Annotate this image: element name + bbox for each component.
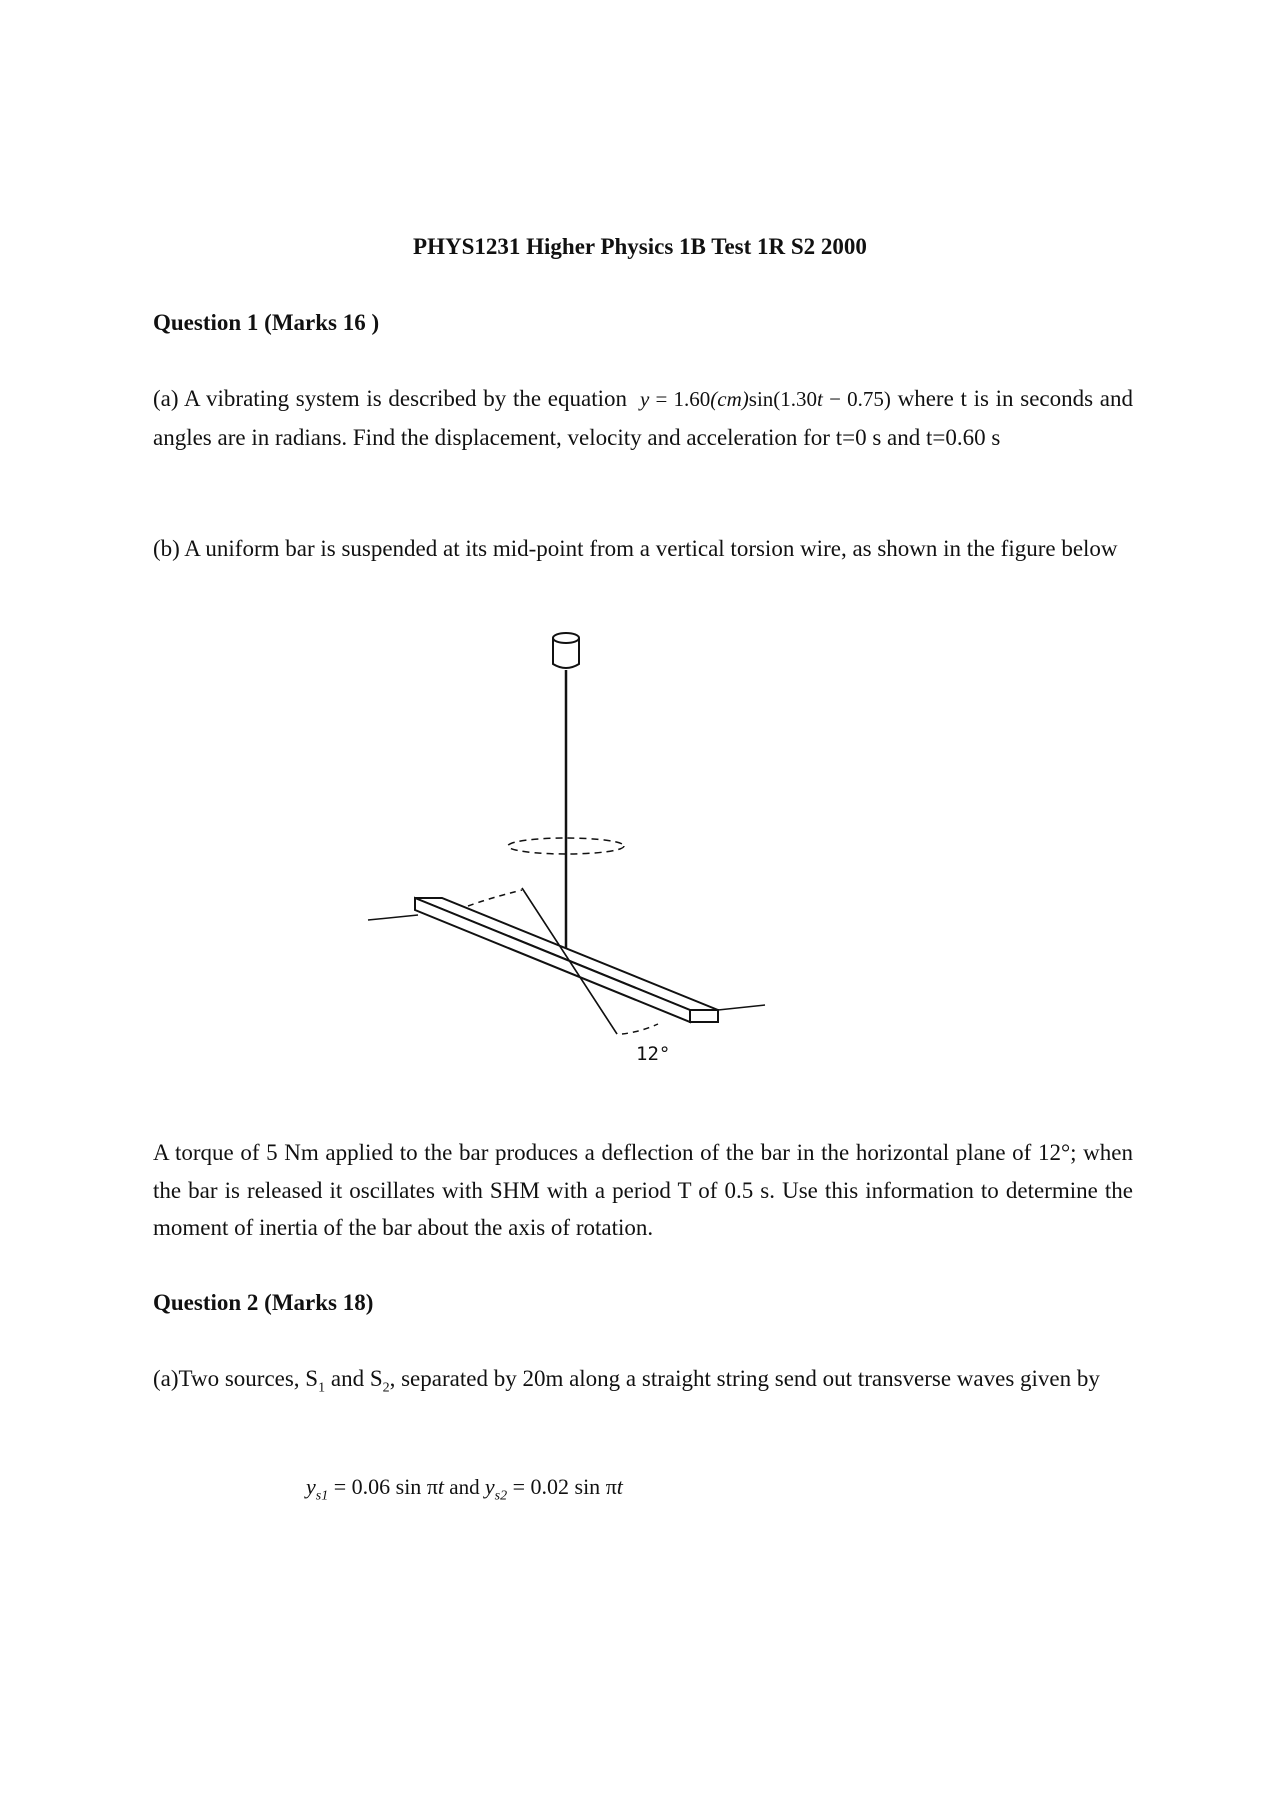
vibration-equation: y = 1.60(cm)sin(1.30t − 0.75) xyxy=(639,387,891,411)
wave-equation-1: $y_{s1} = 0.06$ sin πt xyxy=(306,1474,445,1504)
wire-clamp-cylinder xyxy=(553,633,579,668)
question-1b-followup: A torque of 5 Nm applied to the bar produces a deflection of the bar in the horizontal plane of 12°; when the bar is released it oscillates with SHM with a period T of 0.5 s. Use this information to determine the moment of inertia of the bar about the axis of rotation. xyxy=(153,1140,1133,1240)
q1a-intro: (a) A vibrating system is described by the equation xyxy=(153,386,627,411)
question-2a-text: (a)Two sources, $S_1$ and $S_2$, separated by 20m along a straight string send out transverse waves given by xyxy=(153,1366,1100,1396)
torsion-bar-figure xyxy=(360,620,780,1070)
question-1-heading: Question 1 (Marks 16 ) xyxy=(153,310,380,335)
wave-equations: $y_{s1} = 0.06$ sin πt and $y_{s2} = 0.02$ sin πt xyxy=(306,1474,623,1504)
angle-arc-bottom xyxy=(622,1024,658,1034)
q1a-rest: where t is in seconds and angles are in radians. Find the displacement, velocity and acceleration for t=0 s and t=0.60 s xyxy=(153,386,1134,450)
bar-axis-left xyxy=(368,915,418,920)
question-2-heading: Question 2 (Marks 18) xyxy=(153,1290,374,1315)
question-1a-text xyxy=(153,380,1133,456)
angle-arc-top xyxy=(468,890,522,906)
wave-equation-2: $y_{s2} = 0.02$ sin πt xyxy=(484,1474,623,1504)
bar-axis-right xyxy=(718,1005,765,1010)
page-title: PHYS1231 Higher Physics 1B Test 1R S2 2000 xyxy=(413,234,867,259)
angle-label: 12° xyxy=(636,1043,671,1065)
question-1b-text: (b) A uniform bar is suspended at its mid-point from a vertical torsion wire, as shown in the figure below xyxy=(153,536,1118,561)
